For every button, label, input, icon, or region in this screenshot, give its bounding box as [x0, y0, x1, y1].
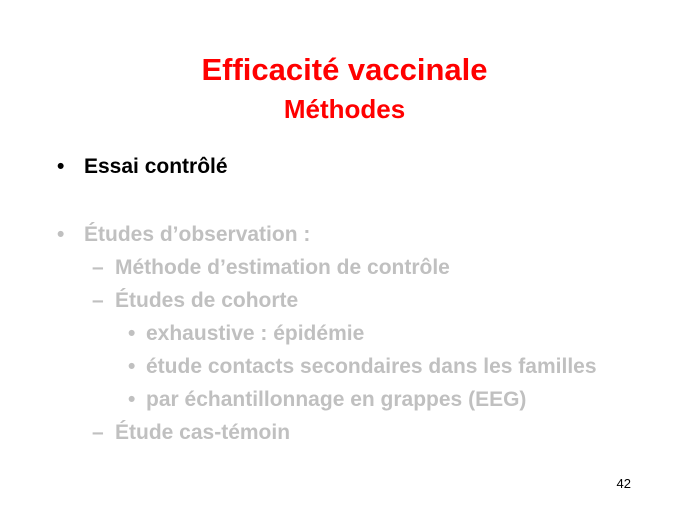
slide-title: Efficacité vaccinale: [201, 52, 488, 87]
sub-bullet-marker-exhaustive: •: [128, 322, 136, 345]
bullet-item-essai-controle: [57, 154, 64, 180]
bullet-text-etudes-observation: Études d’observation :: [84, 223, 311, 246]
dash-text-methode-estimation: Méthode d’estimation de contrôle: [115, 256, 450, 279]
dash-marker-etudes-cohorte: –: [92, 289, 104, 312]
slide-subtitle: Méthodes: [283, 94, 406, 124]
bullet-text-essai-controle: Essai contrôlé: [84, 155, 228, 178]
dash-marker-methode-estimation: –: [92, 256, 104, 279]
dash-text-etudes-cohorte: Études de cohorte: [115, 289, 299, 312]
bullet-marker-etudes-observation: •: [57, 223, 65, 246]
sub-bullet-marker-contacts: •: [128, 355, 136, 378]
bullet-marker: •: [57, 155, 65, 178]
sub-bullet-text-grappes: par échantillonnage en grappes (EEG): [146, 388, 527, 411]
dash-text-cas-temoin: Étude cas-témoin: [115, 421, 291, 444]
page-number: 42: [616, 476, 631, 491]
sub-bullet-text-exhaustive: exhaustive : épidémie: [146, 322, 365, 345]
dash-marker-cas-temoin: –: [92, 421, 104, 444]
sub-bullet-text-contacts: étude contacts secondaires dans les familles: [146, 355, 597, 378]
sub-bullet-marker-grappes: •: [128, 388, 136, 411]
